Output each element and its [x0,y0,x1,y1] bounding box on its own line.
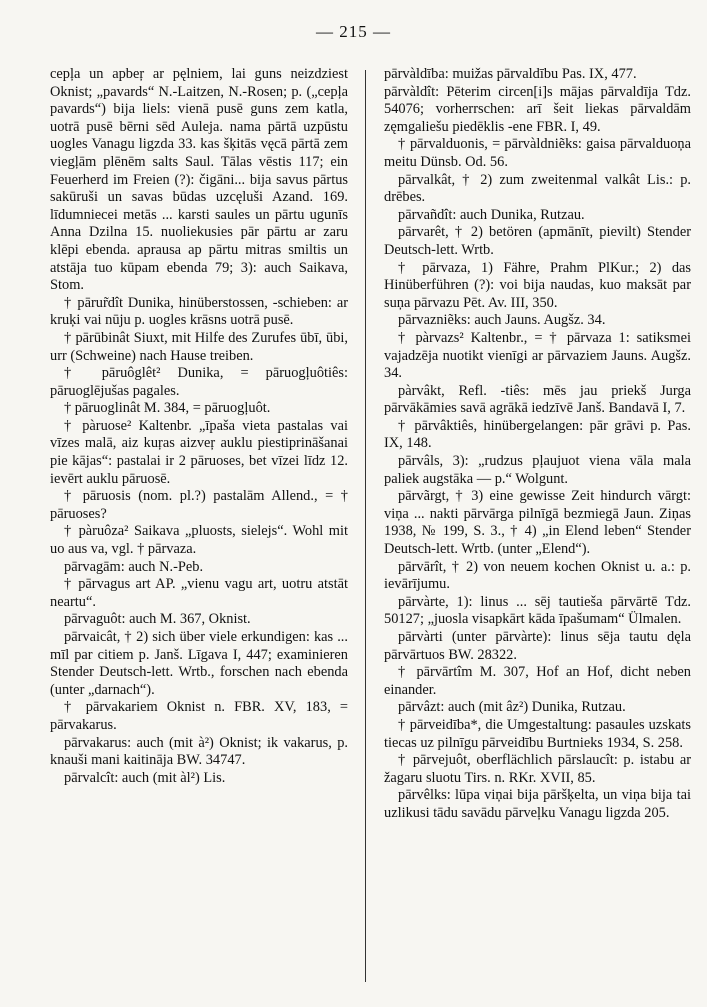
page-number: — 215 — [316,22,391,41]
entry-parvakarus: pārvakarus: auch (mit à²) Oknist; ik vakarus, p. knauši mani kaitināja BW. 34747. [50,734,348,769]
entry-parvelks: pārvêlks: lūpa viņai bija pāršķelta, un viņa bija tai uzlikusi tādu savādu pārveļku Vanagu ligzda 205. [384,787,691,821]
entry-parvarit: pārvārît, † 2) von neuem kochen Oknist u. a.: p. ievārījumu. [384,558,691,593]
entry-paruoglinat: † pāruoglinât M. 384, = pāruogļuôt. [64,400,271,417]
entry-parvals: pārvâls, 3): „rudzus pļaujuot viena vāla mala paliek augstāka — p.“ Wolgunt. [384,453,691,487]
entry-parvalcit: pārvalcît: auch (mit àl²) Lis. [64,769,226,786]
entry-parvargt: pārvãrgt, † 3) eine gewisse Zeit hindurch vārgt: viņa ... nakti pārvārga pilnīgā bezmiegā Jaun. Ziņas 1938, № 199, S. 3., † 4) „in Elend leben“ Stender Deutsch-lett. Wrtb. (unter „Elend“). [384,488,691,558]
left-column [50,66,348,787]
column-divider [365,70,366,982]
entry-paruoglet: † pāruôglêt² Dunika, = pāruogļuôtiês: pāruoglējušas pagales. [50,365,348,399]
entry-parvarti: pārvàrti (unter pārvàrte): linus sēja tautu dęla pārvārtuos BW. 28322. [384,629,691,663]
entry-parvandit: pārvañdît: auch Dunika, Rutzau. [398,206,585,223]
entry-parvartim: † pārvārtîm M. 307, Hof an Hof, dicht neben einander. [384,664,691,698]
entry-parvagus: † pārvagus art AP. „vienu vagu art, uotru atstāt neartu“. [50,576,348,610]
entry-parvejuot: † pārvejuôt, oberflächlich pārslaucît: p. istabu ar žagaru sluotu Tirs. n. RKr. XVII, 85. [384,752,691,786]
entry-parvaicat: pārvaicât, † 2) sich über viele erkundigen: kas ... mīl par citiem p. Janš. Līgava I, 447; examinieren Stender Deutsch-lett. Wrtb., forschen nach ebenda (unter „darnach“). [50,629,348,698]
entry-paruosis: † pāruosis (nom. pl.?) pastalām Allend., = † pāruoses? [50,488,348,522]
entry-parvakariem: † pārvakariem Oknist n. FBR. XV, 183, = pārvakarus. [50,699,348,733]
right-column [384,66,691,823]
entry-parvaldiba: pārvàldība: muižas pārvaldību Pas. IX, 477. [384,66,637,82]
entry-parvakt: pàrvâkt, Refl. -tiês: mēs jau priekš Jurga pārvākāmies savā agrākā iedzīvē Janš. Bandavā I, 7. [384,382,691,417]
entry-parurdit: † pārur̃dît Dunika, hinüberstossen, -schieben: ar kruķi vai nūju p. uogles krāsns uotrā pusē. [50,294,348,329]
entry-parvaza: † pārvaza, 1) Fähre, Prahm PlKur.; 2) das Hinüberführen (?): voi bija naudas, kuo maksāt par suņa pārvazu Pēt. Av. III, 350. [384,259,691,311]
entry-parvakties: † pārvâktiês, hinübergelangen: pār grāvi p. Pas. IX, 148. [384,417,691,452]
entry-parveidiba: † pārveidība*, die Umgestaltung: pasaules uzskats tiecas uz pilnīgu pārveidību Burtnieks 1934, S. 258. [384,716,691,751]
entry-parvaguot: pārvaguôt: auch M. 367, Oknist. [64,611,251,628]
entry-paruoza: † pàruôza² Saikava „pluosts, sielejs“. Wohl mit uo aus va, vgl. † pārvaza. [50,523,348,558]
entry-parvazniek: pārvazniẽks: auch Jauns. Augšz. 34. [398,312,606,329]
entry-parvazs: † pàrvazs² Kaltenbr., = † pārvaza 1: satiksmei vajadzēja nuotikt vienīgi ar pārvaziem Jauns. Augšz. 34. [384,329,691,382]
entry-parvarte: pārvàrte, 1): linus ... sēj tautieša pārvārtē Tdz. 50127; „juosla visapkārt kāda īpašumam“ Ülmalen. [384,593,691,628]
entry-parvaret: pārvarêt, † 2) betören (apmānīt, pievilt) Stender Deutsch-lett. Wrtb. [384,224,691,258]
entry-parvalduonis: † pārvalduonis, = pārvàldniẽks: gaisa pārvalduoņa meitu Dünsb. Od. 56. [384,136,691,170]
entry-parvagam: pārvagām: auch N.-Peb. [64,558,204,575]
entry-cepla-pavards: cepļa un apbeŗ ar pęlniem, lai guns neizdziest Oknist; „pavards“ N.-Laitzen, N.-Rosen; p. („cepļa pavards“) bija liels: vienā pusē guns zem katla, uotrā pusē bērni sēd Auleja. nama pārtā uzpūstu uogles Vanagu ligzda 33. kas šķitās vęcā pārtā zem viegļām plēnēm salts Saul. Tālas vēstis 117; ein Feuerherd im Freien (?): čigāni... bija savus pārtus sakūruši un savas būdas uzcęluši Azand. 169. līdumniecei metās ... karsti saules un pārtu ugunīs Anna Dzilna 15. nuoliekusies pār pārtu ar zaru klēpi ebenda. aprausa ap pārtu mitras smiltis un atstāja tuo kūpam ebenda 79; 3): auch Saikava, Stom. [50,66,348,294]
entry-parvaldit: pārvàldît: Pēterim circen[i]s mājas pārvaldīja Tdz. 54076; vorherrschen: arī šeit liekas pārvaldām zęmgaliešu piedēklis -ene FBR. I, 49. [384,83,691,135]
entry-parvazt: pārvâzt: auch (mit âz²) Dunika, Rutzau. [398,699,626,716]
entry-parubinat: † pārūbinât Siuxt, mit Hilfe des Zurufes ūbī, ūbi, urr (Schweine) nach Hause treiben. [50,329,348,364]
entry-parvalkat: pārvalkât, † 2) zum zweitenmal valkât Lis.: p. drēbes. [384,171,691,206]
entry-paruose: † pàruose² Kaltenbr. „īpaša vieta pastalas vai vīzes malā, aiz kuŗas aizveŗ auklu piestiprināšanai pie kājas“: pastalai ir 2 pāruoses, bet vīzei līdz 12. ievērt auklu pāruosē. [50,417,348,487]
